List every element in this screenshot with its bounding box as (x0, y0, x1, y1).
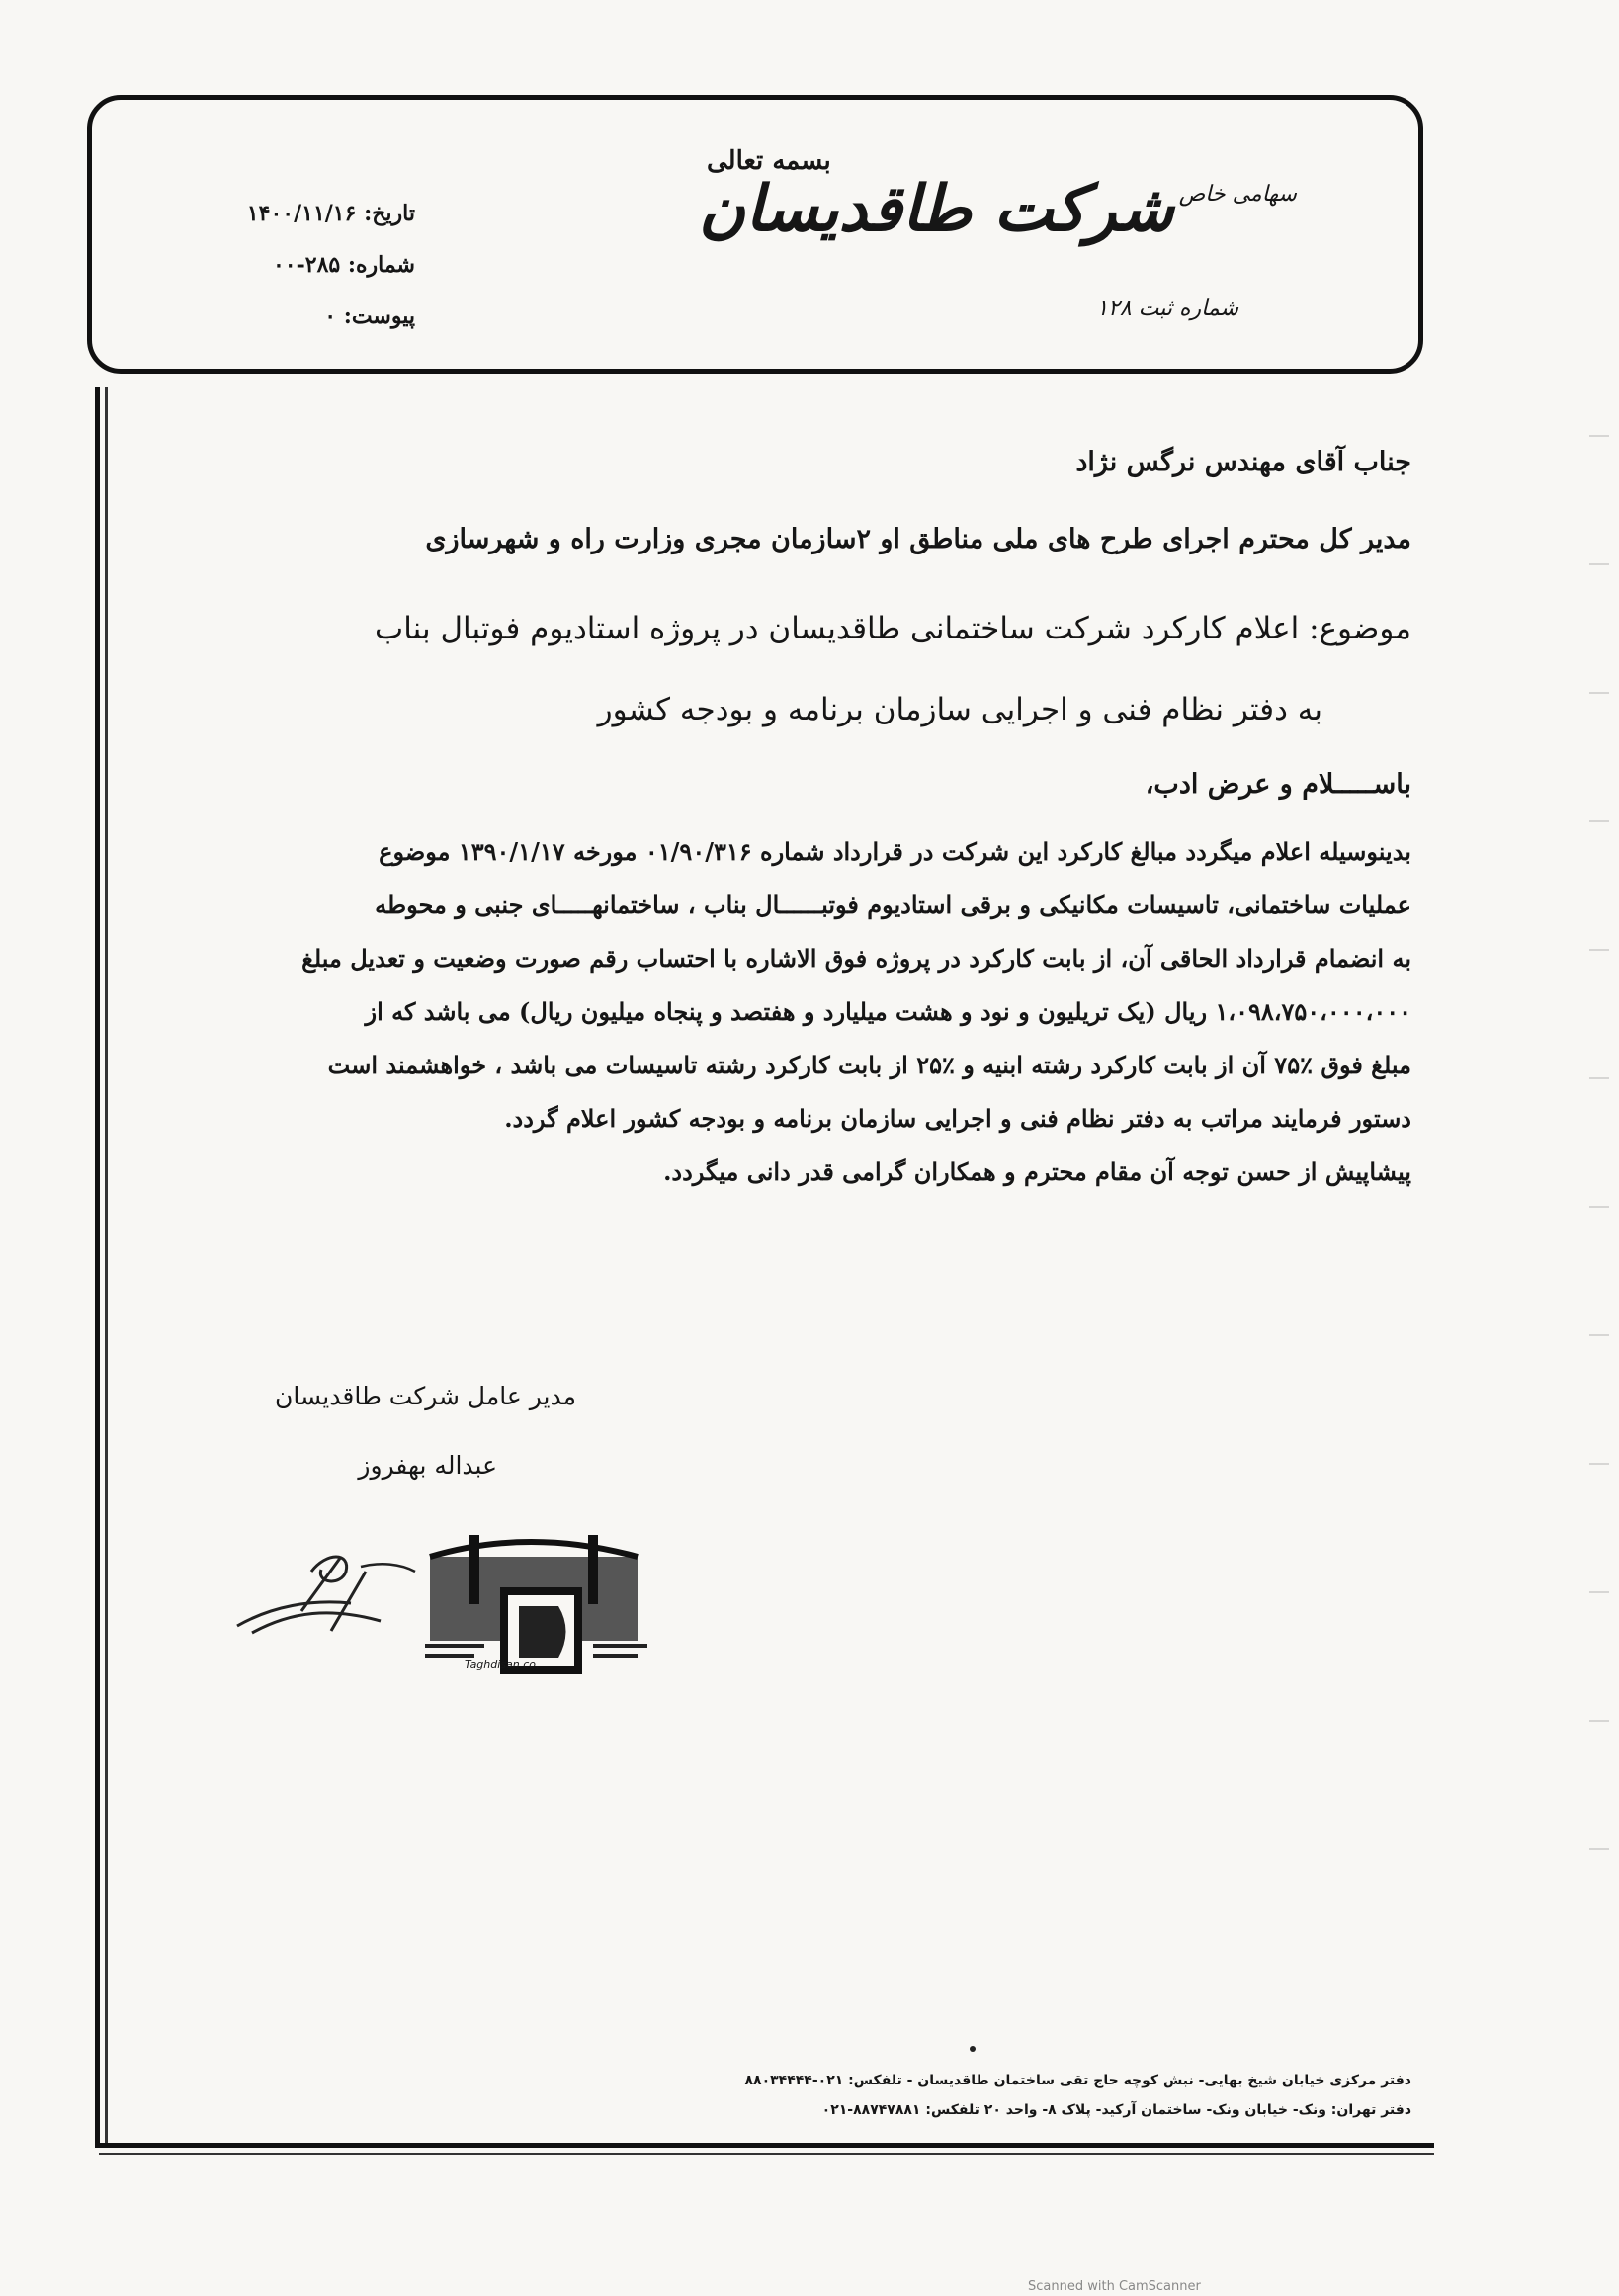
recipient-title: مدیر کل محترم اجرای طرح های ملی مناطق او ۲سازمان مجری وزارت راه و شهرسازی (425, 524, 1411, 554)
body-line: مبلغ فوق ٪۷۵ آن از بابت کارکرد رشته ابنیه و ٪۲۵ از بابت کارکرد رشته تاسیسات می باشد ، خواهشمند است (327, 1051, 1411, 1079)
body-line: پیشاپیش از حسن توجه آن مقام محترم و همکاران گرامی قدر دانی میگردد. (663, 1157, 1411, 1186)
signer-name: عبداله بهفروز (358, 1451, 497, 1480)
letter-date: تاریخ: ۱۴۰۰/۱۱/۱۶ (246, 201, 415, 226)
invocation: بسمه تعالی (707, 146, 831, 176)
footer-address-2: دفتر تهران: ونک- خیابان ونک- ساختمان آرکید- پلاک ۸- واحد ۲۰ تلفکس: ۸۸۷۴۷۸۸۱-۰۲۱ (821, 2102, 1411, 2118)
body-line: عملیات ساختمانی، تاسیسات مکانیکی و برقی استادیوم فوتبــــــال بناب ، ساختمانهـــــای جنبی و محوطه (375, 891, 1411, 919)
subject-line-1: موضوع: اعلام کارکرد شرکت ساختمانی طاقدیسان در پروژه استادیوم فوتبال بناب (375, 611, 1411, 646)
stamp-caption: Taghdisan co. (465, 1658, 540, 1671)
scan-noise (1589, 376, 1609, 1858)
letter-attachment: پیوست: ۰ (324, 303, 415, 329)
company-subtitle: سهامی خاص (1178, 182, 1297, 207)
body-line: بدینوسیله اعلام میگردد مبالغ کارکرد این شرکت در قرارداد شماره ۰۱/۹۰/۳۱۶ مورخه ۱۳۹۰/۱/۱۷ موضوع (379, 837, 1411, 866)
recipient: جناب آقای مهندس نرگس نژاد (1075, 447, 1411, 477)
body-line: به انضمام قرارداد الحاقی آن، از بابت کارکرد در پروژه فوق الاشاره با احتساب رقم صورت وضعیت و تعدیل مبلغ (301, 944, 1411, 973)
company-registration: شماره ثبت ۱۲۸ (1096, 297, 1238, 321)
company-name: شرکت طاقدیسان (699, 172, 1174, 246)
footer-address-1: دفتر مرکزی خیابان شیخ بهایی- نبش کوچه حاج تقی ساختمان طاقدیسان - تلفکس: ۰۲۱-۸۸۰۳۴۴۴۴ (744, 2073, 1411, 2088)
scanner-watermark: Scanned with CamScanner (1028, 2279, 1201, 2294)
letter-meta (178, 188, 415, 342)
handwritten-signature (232, 1512, 430, 1651)
body-line: ۱،۰۹۸،۷۵۰،۰۰۰،۰۰۰ ریال (یک تریلیون و نود و هشت میلیارد و هفتصد و پنجاه میلیون ریال) می باشد که از (365, 997, 1411, 1026)
frame-line-left (95, 387, 100, 2147)
footer-dot (970, 2046, 976, 2052)
frame-line-bottom (95, 2143, 1434, 2148)
letter-body (186, 825, 1411, 1199)
body-line: دستور فرمایند مراتب به دفتر نظام فنی و اجرایی سازمان برنامه و بودجه کشور اعلام گردد. (504, 1104, 1411, 1133)
frame-line-left-inner (105, 387, 108, 2147)
letter-number: شماره: ۲۸۵-۰۰ (272, 252, 415, 278)
signer-title: مدیر عامل شرکت طاقدیسان (275, 1382, 576, 1410)
letter-footer (744, 2066, 1411, 2125)
company-logo-text (699, 172, 1303, 246)
frame-line-bottom-inner (99, 2153, 1434, 2155)
greeting: باســـــلام و عرض ادب، (1145, 769, 1411, 800)
subject-line-2: به دفتر نظام فنی و اجرایی سازمان برنامه و بودجه کشور (597, 692, 1322, 727)
